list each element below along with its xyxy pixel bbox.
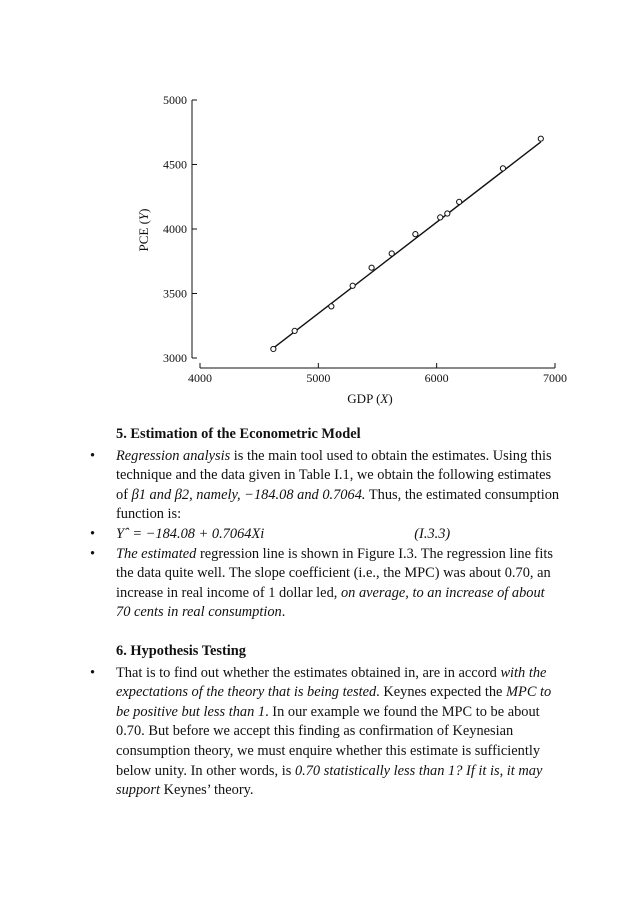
list-item xyxy=(90,664,560,801)
x-tick-label: 4000 xyxy=(188,371,212,385)
bullet: • xyxy=(90,664,96,681)
x-tick-label: 5000 xyxy=(306,371,331,385)
bullet: • xyxy=(90,525,96,542)
y-axis xyxy=(163,93,197,365)
text: Keynes’ theory. xyxy=(159,782,254,799)
section-heading-hypothesis: 6. Hypothesis Testing xyxy=(116,642,246,659)
list-item xyxy=(90,447,560,525)
data-point xyxy=(292,328,297,333)
data-point xyxy=(369,265,374,270)
text-italic: on average, to an increase of about 70 cents in real consumption xyxy=(116,584,545,621)
text-italic: β1 and β2, namely, −184.08 and 0.7064. xyxy=(131,486,366,503)
text-italic: 0.70 statistically less than 1? If it is, it may support xyxy=(116,762,543,799)
x-tick-label: 7000 xyxy=(543,371,567,385)
regression-line-group xyxy=(273,142,540,348)
text: . Keynes expected the xyxy=(376,684,507,701)
regression-equation: Yˆ = −184.08 + 0.7064Xi xyxy=(116,525,265,542)
y-tick-label: 4500 xyxy=(163,157,187,172)
x-tick-label: 6000 xyxy=(424,371,449,385)
text-italic: Regression analysis xyxy=(116,447,231,464)
y-tick-label: 3000 xyxy=(163,351,187,365)
data-point xyxy=(413,232,418,237)
bullet: • xyxy=(90,447,96,464)
text: is the main tool used to obtain the estimates. Using this technique and the data given in Table I.1, we obtain the following estimates of xyxy=(116,447,552,503)
section-estimation xyxy=(90,425,560,801)
y-tick-label: 3500 xyxy=(163,286,187,301)
data-point xyxy=(329,304,334,309)
data-point xyxy=(271,346,276,351)
y-axis-label: PCE (Y) xyxy=(136,208,151,252)
data-point xyxy=(500,166,505,171)
data-point xyxy=(350,283,355,288)
text-italic: The estimated xyxy=(116,545,197,562)
text: regression line is shown in Figure I.3. The regression line fits the data quite well. The slope coefficient (i.e., the MPC) was about 0.70, an increase in real income of 1 dollar led, xyxy=(116,545,553,601)
text-italic: with the expectations of the theory that is being tested xyxy=(116,664,547,701)
y-tick-label: 4000 xyxy=(163,222,187,236)
pce-gdp-scatter-chart xyxy=(130,85,570,415)
text-italic: MPC to be positive but less than 1 xyxy=(116,684,552,720)
list-item xyxy=(90,545,560,623)
text: . In our example we found the MPC to be about 0.70. But before we accept this finding as confirmation of Keynesian consumption theory, we must enquire whether this estimate is sufficiently below unity. In other words, is xyxy=(116,703,541,779)
y-tick-label: 5000 xyxy=(163,93,187,107)
list-item xyxy=(90,525,560,545)
data-point xyxy=(438,215,443,220)
regression-line xyxy=(273,142,540,348)
text: That is to find out whether the estimates obtained in, are in accord xyxy=(116,664,501,681)
x-axis xyxy=(188,363,567,385)
section-heading-estimation: 5. Estimation of the Econometric Model xyxy=(116,426,361,442)
data-point xyxy=(457,199,462,204)
data-point xyxy=(538,136,543,141)
data-point xyxy=(389,251,394,256)
text: . xyxy=(281,604,286,621)
data-point xyxy=(445,211,450,216)
bullet: • xyxy=(90,545,96,562)
x-axis-label: GDP (X) xyxy=(347,391,393,406)
equation-number: (I.3.3) xyxy=(414,525,451,542)
text: Thus, the estimated consumption function is: xyxy=(116,486,560,523)
